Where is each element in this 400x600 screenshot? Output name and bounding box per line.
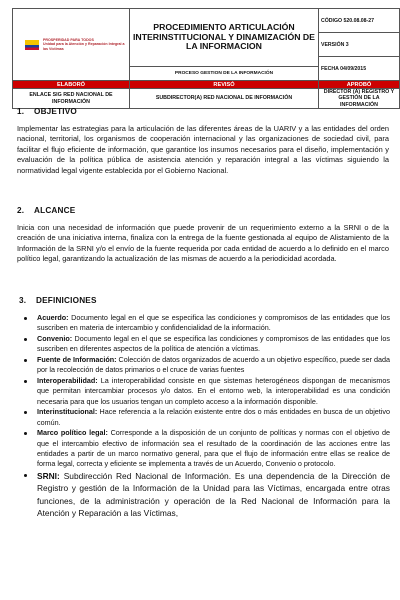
definition-term: Interoperabilidad:: [37, 375, 98, 385]
definition-text: La interoperabilidad consiste en que sistemas heterogéneos dispongan de mecanismos que permitan intercambiar procesos y/o datos. En el entorno web, la interoperabilidad es una condición necesaria para que los usuarios tengan un completo acceso a la información disponible.: [37, 375, 390, 406]
definition-item: [37, 407, 390, 428]
document-title: PROCEDIMIENTO ARTICULACIÓN INTERINSTITUCIONAL Y DINAMIZACIÓN DE LA INFORMACION: [133, 22, 315, 52]
logo-text-primary: PROSPERIDAD PARA TODOS: [43, 37, 94, 42]
section-number: 3.: [19, 296, 27, 305]
sign-elaboro: ENLACE SIG RED NACIONAL DE INFORMACIÓN: [13, 89, 130, 109]
definition-term: Fuente de Información:: [37, 354, 117, 364]
definitions-list: [37, 313, 390, 520]
section-number: 2.: [17, 206, 25, 215]
definition-term: Convenio:: [37, 333, 73, 343]
definition-item: [37, 470, 390, 520]
section-objetivo-heading: [17, 107, 77, 116]
objetivo-paragraph: Implementar las estrategias para la articulación de las diferentes áreas de la UARIV y a las entidades del orden nacional, territorial, los organismos de cooperación internacional y las organizaciones de sociedad civil, para facilitar el flujo eficiente de información, que garantice los insumos necesarios para el diseño, implementación y evaluación de la política pública de asistencia atención y reparación integral a las víctimas siguiendo la normatividad legal vigente establecida por el Gobierno Nacional.: [17, 124, 389, 175]
logo-text-secondary: Unidad para la Atención y Reparación Integral a las Víctimas: [43, 42, 125, 51]
definition-term: SRNI:: [37, 470, 60, 481]
col-reviso: REVISÓ: [130, 81, 319, 89]
section-definiciones-heading: [19, 296, 97, 305]
sign-aprobo: DIRECTOR (A) REGISTRO Y GESTIÓN DE LA INFORMACIÓN: [319, 89, 400, 109]
definition-item: [37, 313, 390, 334]
section-alcance-heading: [17, 206, 75, 215]
document-version: VERSIÓN 3: [319, 33, 399, 57]
definition-item: [37, 355, 390, 376]
definition-item: [37, 334, 390, 355]
definition-item: [37, 428, 390, 469]
section-title: DEFINICIONES: [36, 296, 97, 305]
definition-text: Documento legal en el que se especifica las condiciones y compromisos de las entidades que los suscriben en diferentes aspectos de la política de atención a víctimas.: [37, 333, 390, 354]
definition-text: Subdirección Red Nacional de Información. Es una dependencia de la Dirección de Registro y gestión de la Información de la Unidad para las Víctimas, encargada entre otras funciones, de la administración y operación de la Red Nacional de Información para la Atención y Reparación a las Víctimas,: [37, 470, 390, 519]
document-code: CÓDIGO 520.08.08-27: [319, 9, 399, 33]
definition-item: [37, 376, 390, 407]
col-aprobo: APROBÓ: [319, 81, 400, 89]
definition-text: Documento legal en el que se especifica las condiciones y compromisos de las entidades que los suscriben en materia de intercambio y confidencialidad de la información.: [37, 313, 390, 333]
definition-term: Acuerdo:: [37, 313, 69, 322]
header-table: [12, 8, 400, 109]
colombia-flag-icon: [25, 40, 39, 50]
definition-term: Marco político legal:: [37, 428, 108, 438]
section-title: OBJETIVO: [34, 107, 78, 116]
col-elaboro: ELABORÓ: [13, 81, 130, 89]
process-name: PROCESO GESTION DE LA INFORMACIÓN: [130, 67, 319, 81]
section-number: 1.: [17, 107, 25, 116]
title-cell: [130, 9, 319, 67]
document-header: [12, 8, 400, 108]
alcance-paragraph: Inicia con una necesidad de información que puede provenir de un requerimiento externo a la SRNI o de la creación de una iniciativa interna, finaliza con la entrega de la fuente gestionada al equipo de Alistamiento de la Información de la SRNI y/o el envío de la fuente requerida por cada entidad de acuerdo a lo definido en el marco político legal, garantizando la actualización de las mismas de acuerdo a la periodicidad acordada.: [17, 223, 389, 264]
document-date: FECHA 04/09/2015: [321, 65, 367, 72]
meta-cell: [319, 9, 400, 81]
logo-cell: [13, 9, 130, 81]
definition-text: Corresponde a la disposición de un conjunto de políticas y normas con el objetivo de que el intercambio efectivo de información sea el resultado de la coordinación de las acciones entre las entidades a partir de un marco normativo general, para que el flujo de información entre ellas se realice de forma legal, correcta y eficiente se implementa a través de un Acuerdo, Convenio o protocolo.: [37, 428, 390, 469]
logo: [13, 9, 129, 80]
definition-term: Interinstitucional:: [37, 407, 98, 417]
definition-text: Colección de datos organizados de acuerdo a un objetivo específico, puede ser dada por la recolección de datos primarios o el cruce de varias fuentes: [37, 354, 391, 375]
definition-text: Hace referencia a la relación existente entre dos o más entidades en busca de un objetivo común.: [37, 407, 390, 427]
sign-reviso: SUBDIRECTOR(A) RED NACIONAL DE INFORMACIÓN: [130, 89, 319, 109]
section-title: ALCANCE: [34, 206, 76, 215]
